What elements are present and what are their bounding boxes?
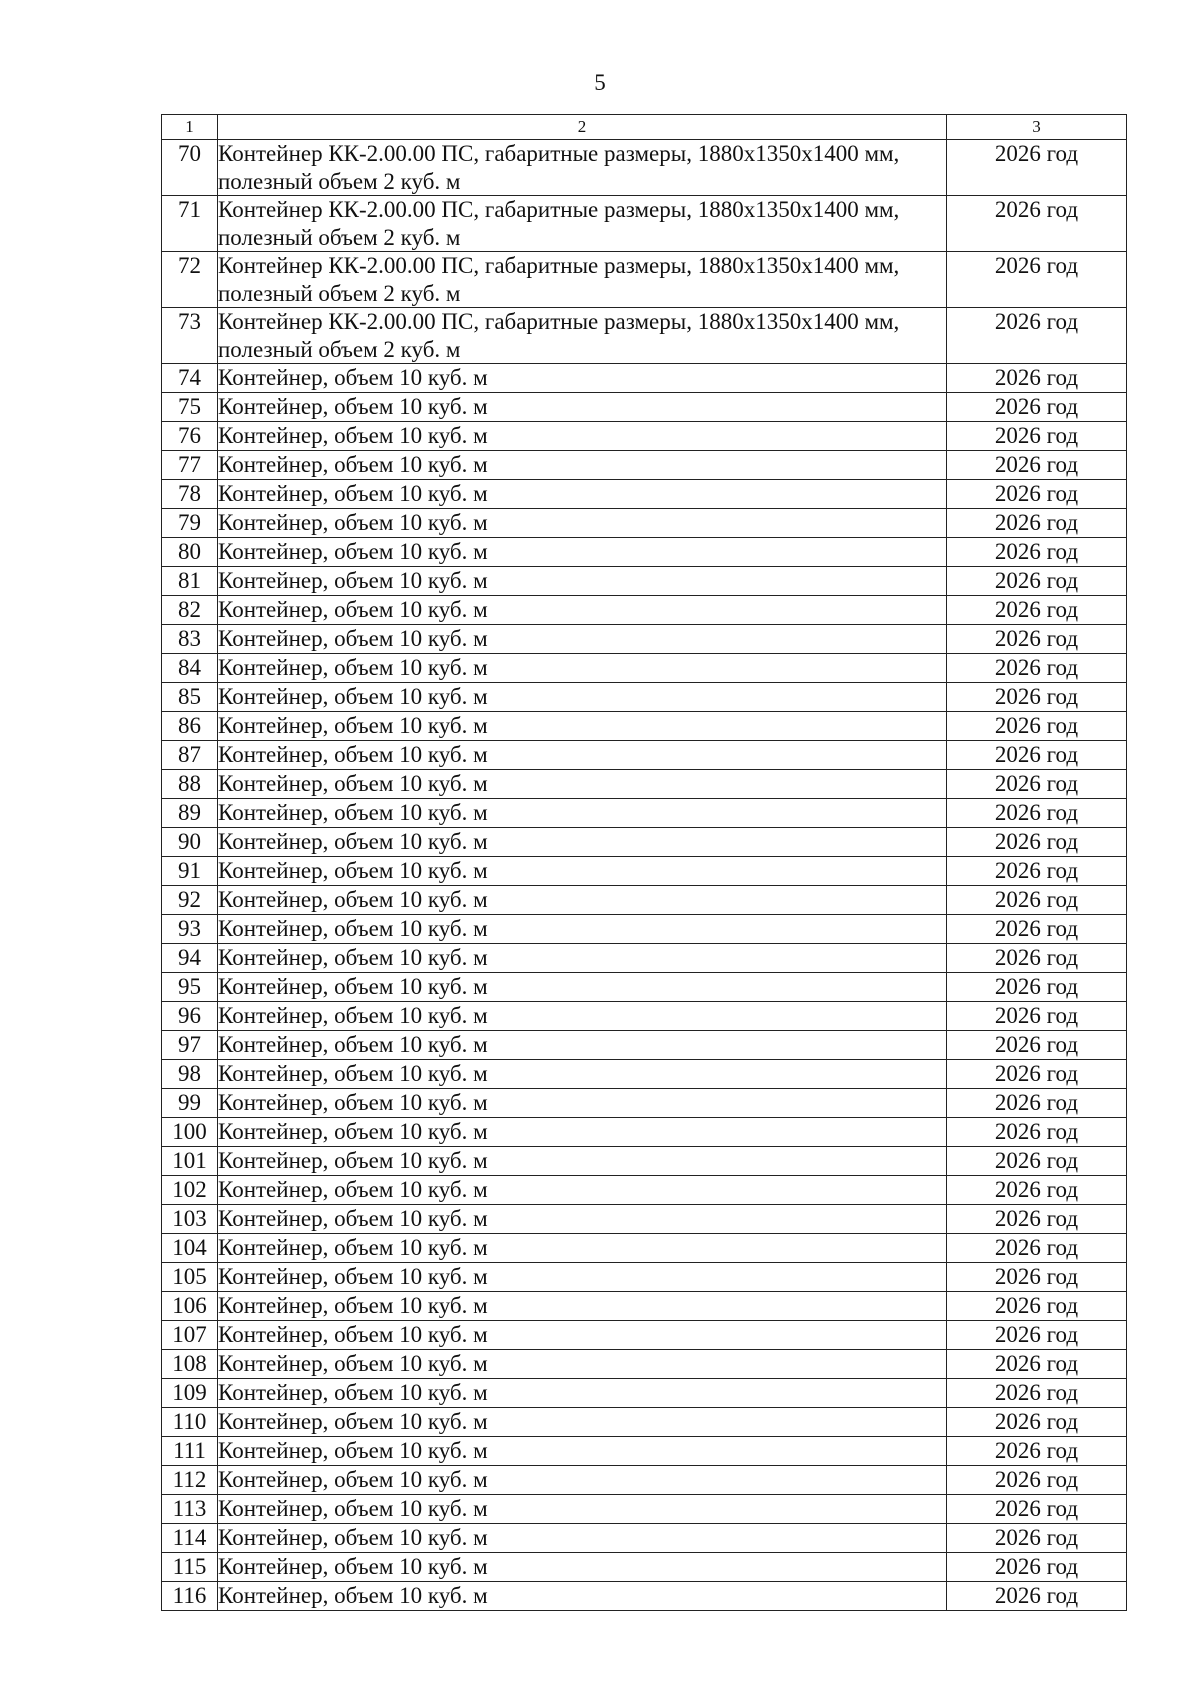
row-number: 101 [162, 1147, 218, 1176]
table-row [162, 683, 1127, 712]
table-row [162, 509, 1127, 538]
table-row [162, 480, 1127, 509]
item-year: 2026 год [947, 567, 1127, 596]
item-name: Контейнер, объем 10 куб. м [218, 1031, 947, 1060]
item-year: 2026 год [947, 1524, 1127, 1553]
item-year: 2026 год [947, 1553, 1127, 1582]
item-year: 2026 год [947, 712, 1127, 741]
row-number: 82 [162, 596, 218, 625]
table-row [162, 252, 1127, 308]
page-number: 5 [594, 70, 606, 95]
table-row [162, 567, 1127, 596]
item-name: Контейнер, объем 10 куб. м [218, 1176, 947, 1205]
item-year: 2026 год [947, 741, 1127, 770]
table-row [162, 1176, 1127, 1205]
row-number: 71 [162, 196, 218, 252]
item-name: Контейнер, объем 10 куб. м [218, 1321, 947, 1350]
table-row [162, 857, 1127, 886]
table-row [162, 741, 1127, 770]
table-row [162, 915, 1127, 944]
item-year: 2026 год [947, 1205, 1127, 1234]
item-year: 2026 год [947, 915, 1127, 944]
item-name: Контейнер КК-2.00.00 ПС, габаритные размеры, 1880х1350х1400 мм, полезный объем 2 куб. м [218, 140, 947, 196]
row-number: 74 [162, 364, 218, 393]
item-year: 2026 год [947, 1379, 1127, 1408]
item-year: 2026 год [947, 654, 1127, 683]
table-row [162, 712, 1127, 741]
table-row [162, 1060, 1127, 1089]
item-year: 2026 год [947, 1582, 1127, 1611]
item-name: Контейнер, объем 10 куб. м [218, 1205, 947, 1234]
row-number: 104 [162, 1234, 218, 1263]
item-name: Контейнер, объем 10 куб. м [218, 1147, 947, 1176]
row-number: 116 [162, 1582, 218, 1611]
table-row [162, 944, 1127, 973]
table-row [162, 393, 1127, 422]
item-year: 2026 год [947, 509, 1127, 538]
row-number: 97 [162, 1031, 218, 1060]
row-number: 108 [162, 1350, 218, 1379]
row-number: 102 [162, 1176, 218, 1205]
table-row [162, 1292, 1127, 1321]
table-row [162, 973, 1127, 1002]
row-number: 86 [162, 712, 218, 741]
item-year: 2026 год [947, 538, 1127, 567]
table-row [162, 308, 1127, 364]
row-number: 96 [162, 1002, 218, 1031]
table-row [162, 1582, 1127, 1611]
item-year: 2026 год [947, 1118, 1127, 1147]
item-year: 2026 год [947, 364, 1127, 393]
table-row [162, 364, 1127, 393]
item-name: Контейнер КК-2.00.00 ПС, габаритные размеры, 1880х1350х1400 мм, полезный объем 2 куб. м [218, 308, 947, 364]
row-number: 95 [162, 973, 218, 1002]
table-row [162, 1089, 1127, 1118]
row-number: 87 [162, 741, 218, 770]
table-row [162, 1118, 1127, 1147]
row-number: 111 [162, 1437, 218, 1466]
row-number: 94 [162, 944, 218, 973]
item-year: 2026 год [947, 1466, 1127, 1495]
table-row [162, 1379, 1127, 1408]
item-year: 2026 год [947, 252, 1127, 308]
table-row [162, 1205, 1127, 1234]
item-name: Контейнер, объем 10 куб. м [218, 944, 947, 973]
item-year: 2026 год [947, 625, 1127, 654]
row-number: 110 [162, 1408, 218, 1437]
table-row [162, 596, 1127, 625]
row-number: 113 [162, 1495, 218, 1524]
item-year: 2026 год [947, 1002, 1127, 1031]
item-name: Контейнер, объем 10 куб. м [218, 1292, 947, 1321]
row-number: 77 [162, 451, 218, 480]
item-name: Контейнер, объем 10 куб. м [218, 1437, 947, 1466]
row-number: 98 [162, 1060, 218, 1089]
table-row [162, 1147, 1127, 1176]
row-number: 76 [162, 422, 218, 451]
item-name: Контейнер, объем 10 куб. м [218, 509, 947, 538]
row-number: 88 [162, 770, 218, 799]
row-number: 83 [162, 625, 218, 654]
item-name: Контейнер, объем 10 куб. м [218, 683, 947, 712]
row-number: 100 [162, 1118, 218, 1147]
item-year: 2026 год [947, 1408, 1127, 1437]
item-year: 2026 год [947, 1292, 1127, 1321]
item-year: 2026 год [947, 393, 1127, 422]
item-year: 2026 год [947, 944, 1127, 973]
table-row [162, 1350, 1127, 1379]
item-year: 2026 год [947, 683, 1127, 712]
row-number: 112 [162, 1466, 218, 1495]
item-name: Контейнер, объем 10 куб. м [218, 741, 947, 770]
row-number: 72 [162, 252, 218, 308]
row-number: 91 [162, 857, 218, 886]
item-name: Контейнер, объем 10 куб. м [218, 654, 947, 683]
item-name: Контейнер, объем 10 куб. м [218, 886, 947, 915]
item-name: Контейнер, объем 10 куб. м [218, 1582, 947, 1611]
item-name: Контейнер, объем 10 куб. м [218, 538, 947, 567]
item-year: 2026 год [947, 1495, 1127, 1524]
column-header-1: 1 [162, 115, 218, 140]
item-year: 2026 год [947, 308, 1127, 364]
table-row [162, 1234, 1127, 1263]
item-year: 2026 год [947, 1147, 1127, 1176]
item-year: 2026 год [947, 596, 1127, 625]
item-name: Контейнер, объем 10 куб. м [218, 480, 947, 509]
table-row [162, 654, 1127, 683]
item-year: 2026 год [947, 422, 1127, 451]
row-number: 103 [162, 1205, 218, 1234]
table-row [162, 828, 1127, 857]
row-number: 80 [162, 538, 218, 567]
item-name: Контейнер, объем 10 куб. м [218, 422, 947, 451]
table-row [162, 538, 1127, 567]
item-name: Контейнер, объем 10 куб. м [218, 1379, 947, 1408]
table-header-row [162, 115, 1127, 140]
item-name: Контейнер КК-2.00.00 ПС, габаритные размеры, 1880х1350х1400 мм, полезный объем 2 куб. м [218, 196, 947, 252]
item-name: Контейнер, объем 10 куб. м [218, 393, 947, 422]
item-name: Контейнер, объем 10 куб. м [218, 828, 947, 857]
item-name: Контейнер, объем 10 куб. м [218, 799, 947, 828]
item-year: 2026 год [947, 1031, 1127, 1060]
item-name: Контейнер, объем 10 куб. м [218, 770, 947, 799]
item-year: 2026 год [947, 886, 1127, 915]
table-row [162, 799, 1127, 828]
table-row [162, 1002, 1127, 1031]
item-name: Контейнер, объем 10 куб. м [218, 1060, 947, 1089]
item-year: 2026 год [947, 480, 1127, 509]
column-header-3: 3 [947, 115, 1127, 140]
item-name: Контейнер, объем 10 куб. м [218, 596, 947, 625]
item-year: 2026 год [947, 1060, 1127, 1089]
row-number: 70 [162, 140, 218, 196]
item-name: Контейнер, объем 10 куб. м [218, 1553, 947, 1582]
table-row [162, 1553, 1127, 1582]
row-number: 75 [162, 393, 218, 422]
item-name: Контейнер, объем 10 куб. м [218, 857, 947, 886]
item-year: 2026 год [947, 1321, 1127, 1350]
table-row [162, 886, 1127, 915]
table-row [162, 1263, 1127, 1292]
item-name: Контейнер, объем 10 куб. м [218, 973, 947, 1002]
item-name: Контейнер, объем 10 куб. м [218, 712, 947, 741]
item-year: 2026 год [947, 1176, 1127, 1205]
item-year: 2026 год [947, 973, 1127, 1002]
item-name: Контейнер, объем 10 куб. м [218, 1408, 947, 1437]
row-number: 93 [162, 915, 218, 944]
item-name: Контейнер, объем 10 куб. м [218, 567, 947, 596]
item-year: 2026 год [947, 196, 1127, 252]
item-year: 2026 год [947, 451, 1127, 480]
item-name: Контейнер, объем 10 куб. м [218, 1524, 947, 1553]
table-row [162, 1495, 1127, 1524]
table-row [162, 140, 1127, 196]
row-number: 92 [162, 886, 218, 915]
row-number: 84 [162, 654, 218, 683]
row-number: 99 [162, 1089, 218, 1118]
row-number: 90 [162, 828, 218, 857]
row-number: 107 [162, 1321, 218, 1350]
row-number: 81 [162, 567, 218, 596]
item-year: 2026 год [947, 770, 1127, 799]
item-name: Контейнер, объем 10 куб. м [218, 915, 947, 944]
table-row [162, 1466, 1127, 1495]
item-name: Контейнер, объем 10 куб. м [218, 1118, 947, 1147]
item-name: Контейнер, объем 10 куб. м [218, 1234, 947, 1263]
item-year: 2026 год [947, 1089, 1127, 1118]
item-year: 2026 год [947, 1263, 1127, 1292]
item-name: Контейнер, объем 10 куб. м [218, 1466, 947, 1495]
table-row [162, 1437, 1127, 1466]
item-name: Контейнер, объем 10 куб. м [218, 1350, 947, 1379]
item-year: 2026 год [947, 140, 1127, 196]
row-number: 78 [162, 480, 218, 509]
row-number: 85 [162, 683, 218, 712]
item-name: Контейнер, объем 10 куб. м [218, 451, 947, 480]
row-number: 114 [162, 1524, 218, 1553]
items-table [161, 114, 1127, 1611]
table-row [162, 1524, 1127, 1553]
row-number: 73 [162, 308, 218, 364]
item-year: 2026 год [947, 1437, 1127, 1466]
item-name: Контейнер, объем 10 куб. м [218, 1495, 947, 1524]
item-name: Контейнер, объем 10 куб. м [218, 364, 947, 393]
item-year: 2026 год [947, 1234, 1127, 1263]
table-row [162, 1031, 1127, 1060]
table-row [162, 196, 1127, 252]
table-row [162, 451, 1127, 480]
row-number: 115 [162, 1553, 218, 1582]
table-body [162, 140, 1127, 1611]
item-year: 2026 год [947, 828, 1127, 857]
row-number: 79 [162, 509, 218, 538]
row-number: 89 [162, 799, 218, 828]
item-year: 2026 год [947, 857, 1127, 886]
row-number: 109 [162, 1379, 218, 1408]
item-year: 2026 год [947, 799, 1127, 828]
column-header-2: 2 [218, 115, 947, 140]
item-year: 2026 год [947, 1350, 1127, 1379]
item-name: Контейнер, объем 10 куб. м [218, 1263, 947, 1292]
row-number: 106 [162, 1292, 218, 1321]
table-row [162, 770, 1127, 799]
item-name: Контейнер КК-2.00.00 ПС, габаритные размеры, 1880х1350х1400 мм, полезный объем 2 куб. м [218, 252, 947, 308]
item-name: Контейнер, объем 10 куб. м [218, 625, 947, 654]
row-number: 105 [162, 1263, 218, 1292]
table-row [162, 625, 1127, 654]
table-row [162, 1408, 1127, 1437]
item-name: Контейнер, объем 10 куб. м [218, 1002, 947, 1031]
table-row [162, 422, 1127, 451]
table-row [162, 1321, 1127, 1350]
item-name: Контейнер, объем 10 куб. м [218, 1089, 947, 1118]
